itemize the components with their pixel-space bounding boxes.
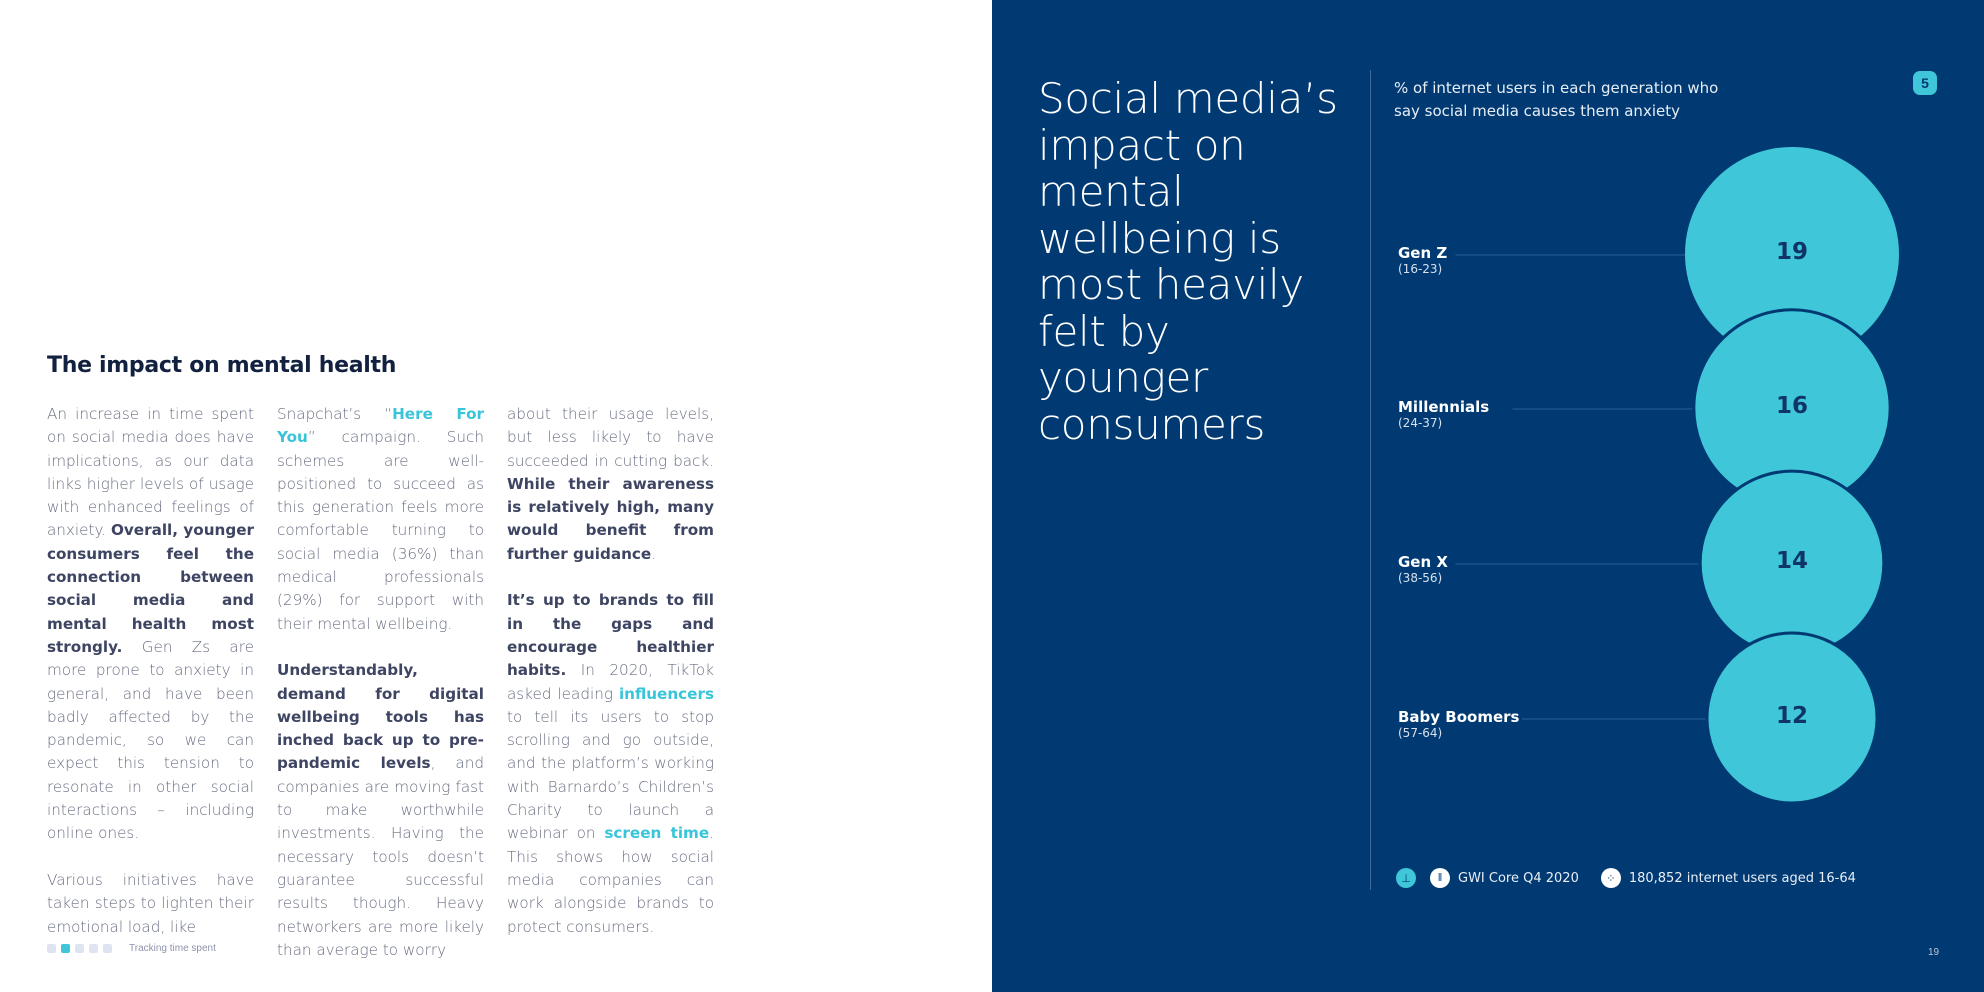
article-column-3 xyxy=(507,403,714,962)
bubble-value: 12 xyxy=(1775,703,1808,729)
section-nav-label: Tracking time spent xyxy=(129,943,216,954)
generation-name: Baby Boomers xyxy=(1398,708,1520,726)
here-for-you-link[interactable]: Here For You xyxy=(277,405,484,447)
screen-time-link[interactable]: screen time xyxy=(604,824,710,843)
generation-label xyxy=(1398,245,1447,276)
generation-name: Millennials xyxy=(1398,398,1490,416)
generation-name: Gen Z xyxy=(1398,244,1448,262)
page-number: 19 xyxy=(1928,947,1940,958)
info-icon[interactable]: ⊥ xyxy=(1396,868,1416,888)
generation-age-range: (24-37) xyxy=(1398,416,1443,430)
source-icon: ǁ xyxy=(1430,868,1450,888)
generation-label xyxy=(1398,709,1519,740)
generation-label xyxy=(1398,399,1489,430)
article-column-1 xyxy=(47,403,254,962)
bubble-value: 14 xyxy=(1775,548,1808,574)
paragraph: An increase in time spent on social media does have implications, as our data links higher levels of usage with enhanced feelings of anxiety. Overall, younger consumers feel the connection between social media and mental health most strongly. Gen Zs are more prone to anxiety in general, and have been badly affected by the pandemic, so we can expect this tension to resonate in other social interactions – including online ones. xyxy=(47,405,254,843)
article-columns xyxy=(47,403,715,962)
base-icon: ⁘ xyxy=(1601,868,1621,888)
right-page xyxy=(992,0,1984,992)
generation-age-range: (57-64) xyxy=(1398,726,1443,740)
section-nav xyxy=(47,943,216,954)
section-nav-dot[interactable] xyxy=(47,944,56,953)
bubble-value: 19 xyxy=(1775,239,1808,265)
generation-label xyxy=(1398,554,1448,585)
section-nav-dot[interactable] xyxy=(103,944,112,953)
bubble-chart xyxy=(992,0,1984,992)
influencers-link[interactable]: influencers xyxy=(618,684,714,703)
bubble-value: 16 xyxy=(1775,393,1808,419)
legend-base: 180,852 internet users aged 16-64 xyxy=(1628,870,1856,886)
chart-legend xyxy=(1396,868,1878,888)
paragraph: about their usage levels, but less likely to have succeeded in cutting back. While their awareness is relatively high, many would benefit from further guidance. xyxy=(507,405,714,563)
section-nav-dot[interactable] xyxy=(89,944,98,953)
paragraph: It’s up to brands to fill in the gaps and encourage healthier habits. In 2020, TikTok asked leading influencers to tell its users to stop scrolling and go outside, and the platform’s working with Barnardo’s Children’s Charity to launch a webinar on screen time. This shows how social media companies can work alongside brands to protect consumers. xyxy=(507,591,715,936)
generation-name: Gen X xyxy=(1398,553,1448,571)
chart-headline: Social media’s impact on mental wellbeing is most heavily felt by younger consumers xyxy=(1038,74,1338,449)
paragraph: Various initiatives have taken steps to lighten their emotional load, like xyxy=(47,870,254,936)
section-heading: The impact on mental health xyxy=(47,353,397,378)
page-badge: 5 xyxy=(1913,71,1937,95)
article-column-2 xyxy=(277,403,484,962)
generation-age-range: (38-56) xyxy=(1398,571,1443,585)
section-nav-dot[interactable] xyxy=(61,944,70,953)
paragraph: Understandably, demand for digital wellbeing tools has inched back up to pre-pandemic levels, and companies are moving fast to make worthwhile investments. Having the necessary tools doesn’t guarantee successful results though. Heavy networkers are more likely than average to worry xyxy=(277,661,484,959)
chart-subtitle: % of internet users in each generation who say social media causes them anxiety xyxy=(1394,79,1719,120)
paragraph: Snapchat’s “Here For You” campaign. Such schemes are well-positioned to succeed as this generation feels more comfortable turning to social media (36%) than medical professionals (29%) for support with their mental wellbeing. xyxy=(277,405,484,633)
section-nav-dot[interactable] xyxy=(75,944,84,953)
legend-source: GWI Core Q4 2020 xyxy=(1458,870,1579,886)
generation-age-range: (16-23) xyxy=(1398,262,1443,276)
